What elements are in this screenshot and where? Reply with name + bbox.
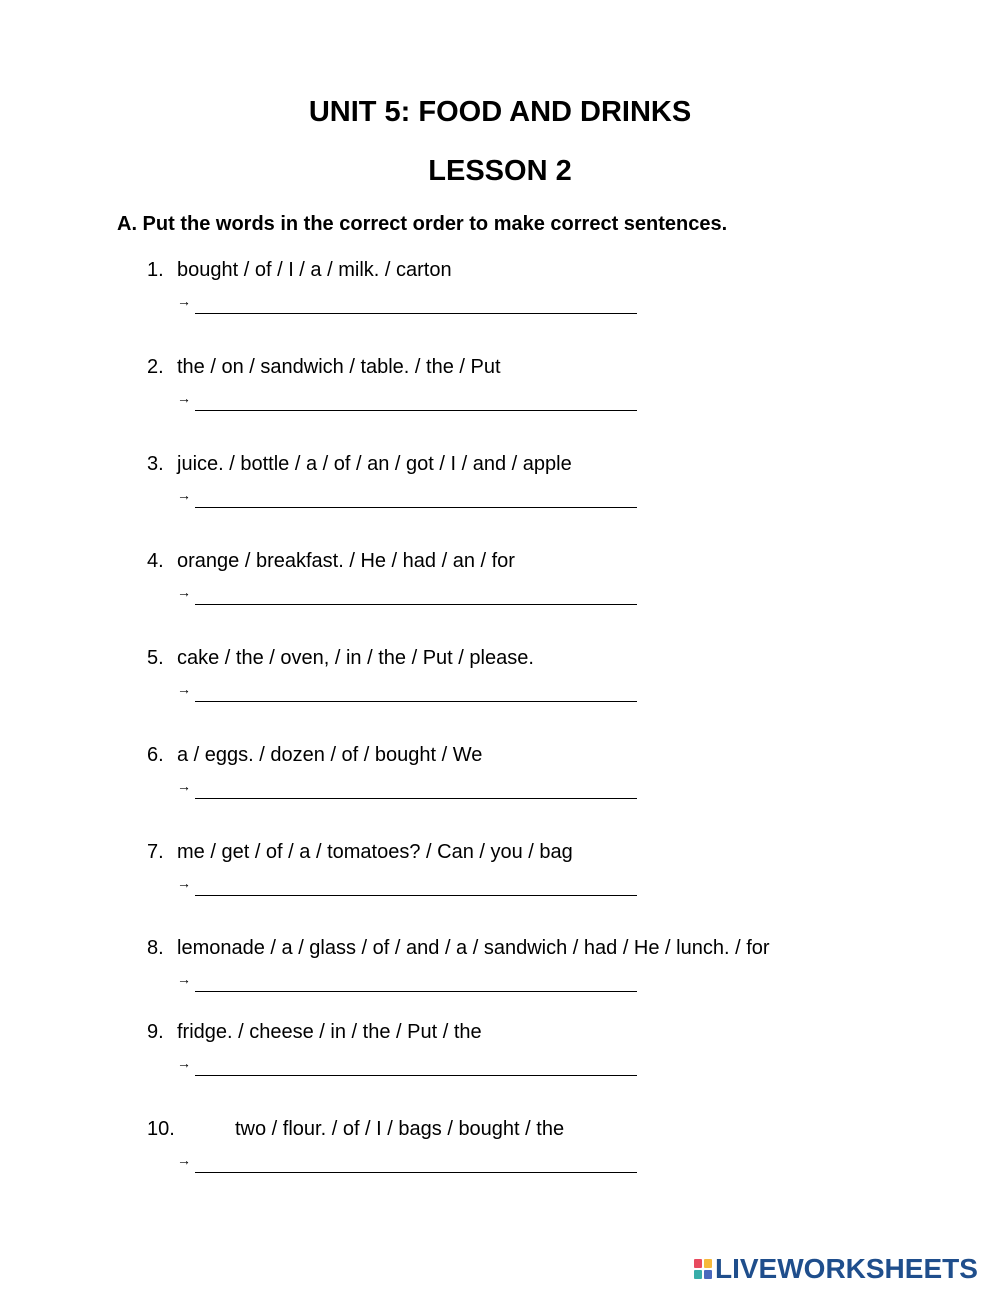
- scrambled-words: a / eggs. / dozen / of / bought / We: [177, 744, 483, 766]
- arrow-right-icon: →: [177, 681, 191, 697]
- answer-row: [177, 874, 637, 898]
- item-number: 6.: [147, 744, 164, 766]
- answer-input[interactable]: [195, 604, 637, 605]
- scrambled-words: cake / the / oven, / in / the / Put / please.: [177, 647, 534, 669]
- scrambled-words: me / get / of / a / tomatoes? / Can / you / bag: [177, 841, 573, 863]
- scrambled-words: juice. / bottle / a / of / an / got / I / and / apple: [177, 453, 572, 475]
- logo-text: LIVEWORKSHEETS: [715, 1253, 978, 1284]
- logo-square: [694, 1259, 702, 1268]
- exercise-item: [0, 551, 1000, 641]
- item-number: 9.: [147, 1021, 164, 1043]
- arrow-right-icon: →: [177, 1055, 191, 1071]
- exercise-item: [0, 454, 1000, 544]
- answer-row: [177, 486, 637, 510]
- logo-square: [704, 1270, 712, 1279]
- item-number: 4.: [147, 550, 164, 572]
- answer-input[interactable]: [195, 895, 637, 896]
- answer-input[interactable]: [195, 313, 637, 314]
- arrow-right-icon: →: [177, 971, 191, 987]
- answer-input[interactable]: [195, 701, 637, 702]
- arrow-right-icon: →: [177, 1152, 191, 1168]
- scrambled-words: orange / breakfast. / He / had / an / for: [177, 550, 515, 572]
- answer-input[interactable]: [195, 1075, 637, 1076]
- answer-input[interactable]: [195, 410, 637, 411]
- arrow-right-icon: →: [177, 584, 191, 600]
- answer-input[interactable]: [195, 1172, 637, 1173]
- arrow-right-icon: →: [177, 778, 191, 794]
- scrambled-words: lemonade / a / glass / of / and / a / sandwich / had / He / lunch. / for: [177, 937, 770, 959]
- scrambled-words: two / flour. / of / I / bags / bought / the: [235, 1118, 565, 1140]
- answer-row: [177, 1151, 637, 1175]
- logo-mark-icon: [693, 1258, 713, 1280]
- item-number: 1.: [147, 259, 164, 281]
- answer-row: [177, 970, 637, 994]
- section-instruction: A. Put the words in the correct order to make correct sentences.: [117, 213, 728, 235]
- item-number: 10.: [147, 1118, 175, 1140]
- item-number: 3.: [147, 453, 164, 475]
- answer-row: [177, 292, 637, 316]
- exercise-item: [0, 938, 1000, 1028]
- liveworksheets-logo[interactable]: [693, 1253, 978, 1284]
- exercise-item: [0, 260, 1000, 350]
- answer-input[interactable]: [195, 507, 637, 508]
- exercise-item: [0, 357, 1000, 447]
- item-number: 5.: [147, 647, 164, 669]
- arrow-right-icon: →: [177, 293, 191, 309]
- scrambled-words: the / on / sandwich / table. / the / Put: [177, 356, 501, 378]
- arrow-right-icon: →: [177, 875, 191, 891]
- logo-square: [694, 1270, 702, 1279]
- exercise-item: [0, 1119, 1000, 1209]
- answer-row: [177, 1054, 637, 1078]
- answer-row: [177, 680, 637, 704]
- arrow-right-icon: →: [177, 390, 191, 406]
- logo-square: [704, 1259, 712, 1268]
- item-number: 8.: [147, 937, 164, 959]
- item-number: 2.: [147, 356, 164, 378]
- worksheet-title: UNIT 5: FOOD AND DRINKS: [308, 96, 692, 128]
- exercise-item: [0, 648, 1000, 738]
- answer-input[interactable]: [195, 798, 637, 799]
- answer-row: [177, 777, 637, 801]
- answer-row: [177, 583, 637, 607]
- scrambled-words: bought / of / I / a / milk. / carton: [177, 259, 452, 281]
- worksheet-subtitle: LESSON 2: [428, 155, 572, 187]
- answer-input[interactable]: [195, 991, 637, 992]
- exercise-item: [0, 745, 1000, 835]
- scrambled-words: fridge. / cheese / in / the / Put / the: [177, 1021, 482, 1043]
- arrow-right-icon: →: [177, 487, 191, 503]
- exercise-item: [0, 1022, 1000, 1112]
- answer-row: [177, 389, 637, 413]
- exercise-item: [0, 842, 1000, 932]
- item-number: 7.: [147, 841, 164, 863]
